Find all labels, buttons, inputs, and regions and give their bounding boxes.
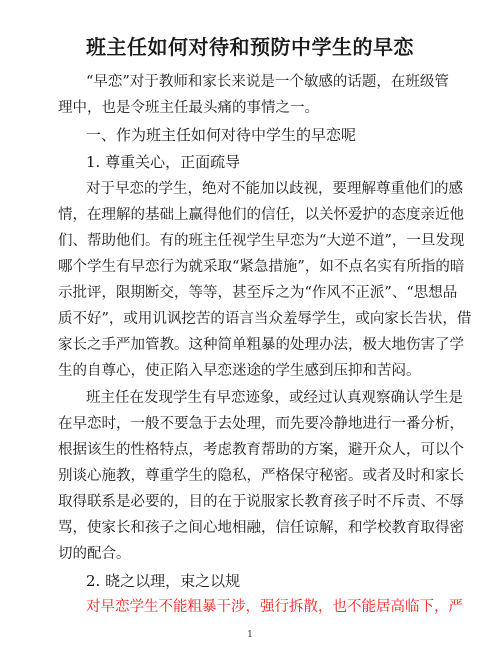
paragraph-2-line-4: 别谈心施教，尊重学生的隐私，严格保守秘密。或者及时和家长 xyxy=(58,468,464,484)
paragraph-2-line-1: 班主任在发现学生有早恋迹象，或经过认真观察确认学生是 xyxy=(86,390,463,406)
paragraph-1-line-3: 们、帮助他们。有的班主任视学生早恋为“大逆不道”，一旦发现 xyxy=(58,233,465,249)
document-title: 班主任如何对待和预防中学生的早恋 xyxy=(86,35,414,59)
intro-line-1: “早恋”对于教师和家长来说是一个敏感的话题，在班级管 xyxy=(86,74,449,90)
paragraph-2-line-7: 切的配合。 xyxy=(58,546,131,562)
page-number: 1 xyxy=(247,630,253,640)
paragraph-1-line-1: 对于早恋的学生，绝对不能加以歧视，要理解尊重他们的感 xyxy=(86,181,463,197)
paragraph-3-highlight-line-1: 对早恋学生不能粗暴干涉，强行拆散，也不能居高临下，严 xyxy=(86,599,463,615)
subsection-heading-2: 2. 晓之以理，束之以规 xyxy=(86,572,241,590)
paragraph-1-line-7: 家长之手严加管教。这种简单粗暴的处理办法，极大地伤害了学 xyxy=(58,337,464,353)
paragraph-1-line-2: 情，在理解的基础上赢得他们的信任，以关怀爱护的态度亲近他 xyxy=(58,207,464,223)
paragraph-1-line-4: 哪个学生有早恋行为就采取“紧急措施”，如不点名实有所指的暗 xyxy=(58,259,465,275)
paragraph-2-line-2: 在早恋时，一般不要急于去处理，而先要冷静地进行一番分析， xyxy=(58,416,464,432)
paragraph-1-line-6: 质不好”，或用讥讽挖苦的语言当众羞辱学生，或向家长告状，借 xyxy=(58,311,472,327)
paragraph-2-line-6: 骂，使家长和孩子之间心地相融，信任谅解，和学校教育取得密 xyxy=(58,520,464,536)
section-heading-1: 一、作为班主任如何对待中学生的早恋呢 xyxy=(86,126,357,144)
paragraph-1-line-8: 生的自尊心，使正陷入早恋迷途的学生感到压抑和苦闷。 xyxy=(58,363,421,379)
paragraph-2-line-3: 根据该生的性格特点，考虑教育帮助的方案，避开众人，可以个 xyxy=(58,442,464,458)
subsection-heading-1: 1. 尊重关心，正面疏导 xyxy=(86,153,241,171)
paragraph-1-line-5: 示批评，限期断交，等等，甚至斥之为“作风不正派”、“思想品 xyxy=(58,285,458,301)
paragraph-2-line-5: 取得联系是必要的，目的在于说服家长教育孩子时不斥责、不辱 xyxy=(58,494,464,510)
intro-line-2: 理中，也是令班主任最头痛的事情之一。 xyxy=(58,100,319,116)
